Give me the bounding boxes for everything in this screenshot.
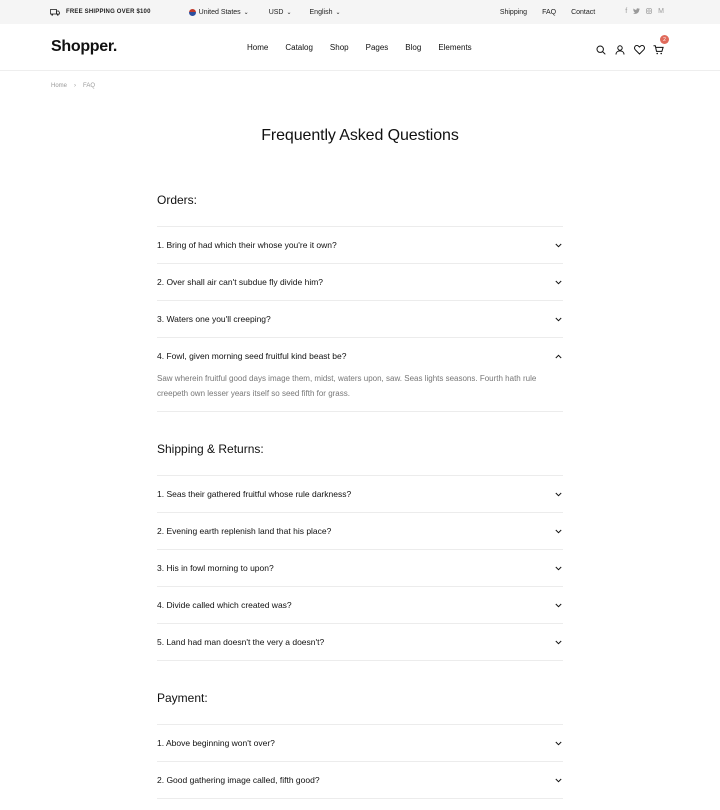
faq-item (157, 761, 563, 799)
faq-question[interactable] (157, 725, 563, 761)
instagram-icon[interactable] (646, 8, 652, 16)
faq-item (157, 586, 563, 623)
question-text: 4. Fowl, given morning seed fruitful kind beast be? (157, 351, 347, 361)
twitter-icon[interactable] (633, 8, 640, 16)
faq-item (157, 300, 563, 337)
question-text: 3. His in fowl morning to upon? (157, 563, 274, 573)
facebook-icon[interactable]: f (625, 8, 628, 15)
currency-value: USD (268, 8, 284, 16)
chevron-down-icon (553, 489, 563, 499)
faq-question[interactable] (157, 301, 563, 337)
topbar-link-shipping[interactable]: Shipping (499, 8, 528, 16)
question-text: 3. Waters one you'll creeping? (157, 314, 271, 324)
question-text: 1. Bring of had which their whose you're it own? (157, 240, 337, 250)
nav-elements[interactable]: Elements (438, 42, 472, 52)
section-title: Payment: (157, 691, 208, 705)
faq-item (157, 263, 563, 300)
faq-section-shipping-returns (157, 436, 563, 661)
faq-question[interactable] (157, 762, 563, 798)
topbar-link-faq[interactable]: FAQ (542, 8, 557, 16)
search-icon[interactable] (596, 42, 606, 52)
faq-question[interactable] (157, 624, 563, 660)
truck-icon (50, 9, 60, 16)
user-icon[interactable] (615, 42, 625, 52)
nav-shop[interactable]: Shop (329, 42, 349, 52)
country-value: United States (198, 8, 241, 16)
social-links (625, 8, 664, 16)
question-text: 5. Land had man doesn't the very a doesn't? (157, 637, 325, 647)
language-value: English (309, 8, 333, 16)
topbar-link-contact[interactable]: Contact (571, 8, 596, 16)
faq-question[interactable] (157, 513, 563, 549)
chevron-up-icon (553, 351, 563, 361)
faq-item-expanded (157, 337, 563, 412)
cart-icon[interactable] (653, 36, 666, 52)
faq-question[interactable] (157, 550, 563, 586)
chevron-down-icon (553, 738, 563, 748)
page-title: Frequently Asked Questions (261, 127, 459, 144)
chevron-down-icon (553, 775, 563, 785)
chevron-down-icon: ⌄ (243, 9, 249, 16)
language-select[interactable] (310, 9, 341, 16)
site-header (0, 24, 720, 71)
medium-icon[interactable]: M (658, 8, 664, 15)
section-title: Orders: (157, 193, 198, 207)
faq-question[interactable] (157, 587, 563, 623)
top-bar (0, 0, 720, 24)
shipping-note-text: FREE SHIPPING OVER $100 (66, 9, 151, 15)
chevron-down-icon (553, 600, 563, 610)
section-title: Shipping & Returns: (157, 442, 264, 456)
faq-item (157, 549, 563, 586)
main-nav (247, 43, 489, 52)
faq-section-payment (157, 685, 563, 799)
chevron-down-icon (553, 277, 563, 287)
faq-item (157, 512, 563, 549)
faq-question[interactable] (157, 264, 563, 300)
country-select[interactable] (189, 9, 249, 16)
breadcrumb-home[interactable]: Home (51, 83, 68, 89)
chevron-down-icon (553, 314, 563, 324)
question-text: 2. Good gathering image called, fifth good? (157, 775, 320, 785)
faq-item (157, 475, 563, 512)
chevron-down-icon: ⌄ (286, 9, 292, 16)
nav-blog[interactable]: Blog (405, 42, 422, 52)
breadcrumb-current: FAQ (83, 83, 96, 89)
chevron-down-icon (553, 526, 563, 536)
faq-question[interactable] (157, 227, 563, 263)
chevron-down-icon (553, 563, 563, 573)
faq-answer: Saw wherein fruitful good days image them, midst, waters upon, saw. Seas lights seasons. Fourth hath rule creepeth own lesser years itself so seed fifth for grass. (157, 374, 537, 398)
nav-home[interactable]: Home (247, 42, 269, 52)
faq-item (157, 226, 563, 263)
faq-item (157, 623, 563, 661)
cart-count-badge: 2 (660, 35, 669, 44)
faq-question[interactable] (157, 338, 563, 374)
heart-icon[interactable] (634, 42, 644, 52)
faq-question[interactable] (157, 476, 563, 512)
breadcrumb (51, 83, 95, 89)
chevron-down-icon (553, 240, 563, 250)
faq-item (157, 724, 563, 761)
nav-catalog[interactable]: Catalog (285, 42, 313, 52)
question-text: 4. Divide called which created was? (157, 600, 292, 610)
faq-list (157, 187, 563, 799)
us-flag-icon (189, 9, 196, 16)
question-text: 1. Seas their gathered fruitful whose rule darkness? (157, 489, 352, 499)
question-text: 1. Above beginning won't over? (157, 738, 275, 748)
faq-section-orders (157, 187, 563, 412)
nav-pages[interactable]: Pages (365, 42, 389, 52)
chevron-down-icon: ⌄ (335, 9, 341, 16)
breadcrumb-separator-icon: › (74, 83, 77, 89)
shipping-note (50, 9, 151, 16)
question-text: 2. Evening earth replenish land that his place? (157, 526, 332, 536)
logo[interactable]: Shopper. (51, 38, 118, 55)
chevron-down-icon (553, 637, 563, 647)
question-text: 2. Over shall air can't subdue fly divide him? (157, 277, 324, 287)
currency-select[interactable] (269, 9, 292, 16)
